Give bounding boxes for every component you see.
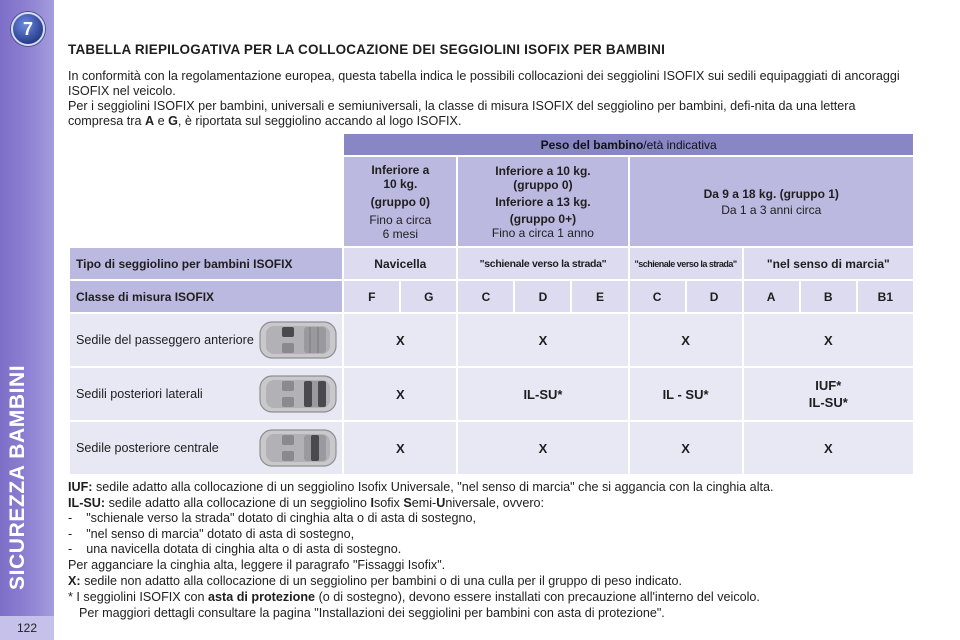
car-front-seat-icon [258,318,338,362]
section-title-vertical: SICUREZZA BAMBINI [6,364,29,590]
weight-header-bold: Peso del bambino [540,137,644,152]
group0plus-line: (gruppo 0) [513,177,573,192]
group1-line: Da 9 a 18 kg. (gruppo 1) [703,186,839,201]
class-cell: C [630,281,685,312]
term-ilsu: IL-SU: [68,495,106,510]
intro-text: Per i seggiolini ISOFIX per bambini, universali e semiuniversali, la classe di misura ISOFIX del seggiolino per bambini, defi-nita da una lettera compresa tra [68,99,856,128]
value-ilsu: IL-SU* [808,395,848,410]
table-row [70,422,342,474]
type-rear-facing: "schienale verso la strada" [458,248,627,279]
note-iuf [68,480,920,496]
type-rear-facing-2: "schienale verso la strada" [630,248,742,279]
class-cell: A [744,281,799,312]
group0-line: (gruppo 0) [370,194,430,209]
group0-line: Fino a circa [369,212,432,227]
note-ilsu [68,496,920,512]
weight-header [344,134,913,155]
empty-corner [70,134,342,155]
value-iuf: IUF* [815,378,842,393]
group0plus-line: Inferiore a 13 kg. [495,194,591,209]
note-text: (o di sostegno), devono essere installati con precauzione all'interno del veicolo. [315,590,760,605]
class-letter-g: G [168,114,178,128]
note-x [68,574,920,590]
class-cell: G [401,281,456,312]
note-text: sedile adatto alla collocazione di un seggiolino [105,495,371,510]
group0-line: Inferiore a [371,162,430,177]
cell-rear-group0: X [344,368,456,420]
seat-label-rear-lateral: Sedili posteriori laterali [76,386,203,401]
table-row [70,314,342,366]
note-text: sedile non adatto alla collocazione di un seggiolino per bambini o di una culla per il gruppo di peso indicato. [80,573,682,588]
cell-front-group0plus: X [458,314,627,366]
cell-center-group1-rear: X [630,422,742,474]
group0plus-header [458,157,627,246]
chapter-sidebar [0,0,54,640]
seat-label-rear-center: Sedile posteriore centrale [76,440,219,455]
note-bullet: - "schienale verso la strada" dotato di cinghia alta o di asta di sostegno, [68,511,476,526]
note-bullet: - "nel senso di marcia" dotato di asta di sostegno, [68,526,355,541]
class-cell: B1 [858,281,913,312]
weight-header-rest: /età indicativa [643,137,717,152]
cell-center-group0: X [344,422,456,474]
class-cell: C [458,281,513,312]
note-text: niversale, ovvero: [445,495,545,510]
note-star [68,590,920,606]
note-letter: S [403,495,412,510]
class-cell: D [687,281,742,312]
note-bold: asta di protezione [208,590,316,605]
group0-header [344,157,456,246]
group0plus-line: Inferiore a 10 kg. [495,163,591,178]
class-row-label: Classe di misura ISOFIX [70,281,342,312]
intro-paragraph-1: In conformità con la regolamentazione europea, questa tabella indica le possibili collocazioni dei seggiolini ISOFIX sui sedili equipaggiati di ancoraggi ISOFIX nel veicolo. [68,69,900,98]
class-cell: F [344,281,399,312]
page-number: 122 [0,616,54,640]
class-cell: D [515,281,570,312]
note-letter: I [370,495,374,510]
cell-front-group1-forward: X [744,314,913,366]
term-x: X: [68,573,81,588]
class-letter-a: A [145,114,155,128]
empty-corner [70,157,342,246]
isofix-summary-table [68,132,915,476]
note-text: sofix [373,495,404,510]
chapter-number-badge: 7 [11,12,45,46]
car-rear-center-seat-icon [258,426,338,470]
cell-center-group1-forward: X [744,422,913,474]
intro-text: e [154,114,169,128]
cell-front-group1-rear: X [630,314,742,366]
group1-line: Da 1 a 3 anni circa [721,202,822,217]
type-navicella: Navicella [344,248,456,279]
class-cell: B [801,281,856,312]
group1-header [630,157,913,246]
cell-center-group0plus: X [458,422,627,474]
note-star-line2: Per maggiori dettagli consultare la pagina "Installazioni dei seggiolini per bambini con asta di protezione". [79,605,665,620]
term-iuf: IUF: [68,480,93,494]
table-row [70,368,342,420]
type-forward-facing: "nel senso di marcia" [744,248,913,279]
legend-notes [68,480,920,621]
class-cell: E [572,281,627,312]
group0plus-line: (gruppo 0+) [509,211,577,226]
intro-text: , è riportata sul seggiolino accando al logo ISOFIX. [177,114,462,128]
note-text: * I seggiolini ISOFIX con [68,590,208,605]
car-rear-lateral-seat-icon [258,372,338,416]
note-text: sedile adatto alla collocazione di un seggiolino Isofix Universale, "nel senso di marcia" che si aggancia con la cinghia alta. [92,480,774,494]
note-letter: U [436,495,446,510]
seat-label-front: Sedile del passeggero anteriore [76,332,254,347]
note-bullet: - una navicella dotata di cinghia alta o di asta di sostegno. [68,542,402,557]
note-hook: Per agganciare la cinghia alta, leggere il paragrafo "Fissaggi Isofix". [68,557,446,572]
group0plus-line: Fino a circa 1 anno [491,225,594,240]
type-row-label: Tipo di seggiolino per bambini ISOFIX [70,248,342,279]
cell-rear-group1-forward [744,368,913,420]
intro-paragraph-2 [68,99,914,129]
cell-rear-group0plus: IL-SU* [458,368,627,420]
group0-line: 6 mesi [382,226,418,241]
cell-front-group0: X [344,314,456,366]
note-text: emi- [411,495,437,510]
page-title: TABELLA RIEPILOGATIVA PER LA COLLOCAZIONE DEI SEGGIOLINI ISOFIX PER BAMBINI [68,42,666,57]
cell-rear-group1-rear: IL - SU* [630,368,742,420]
group0-line: 10 kg. [383,176,418,191]
